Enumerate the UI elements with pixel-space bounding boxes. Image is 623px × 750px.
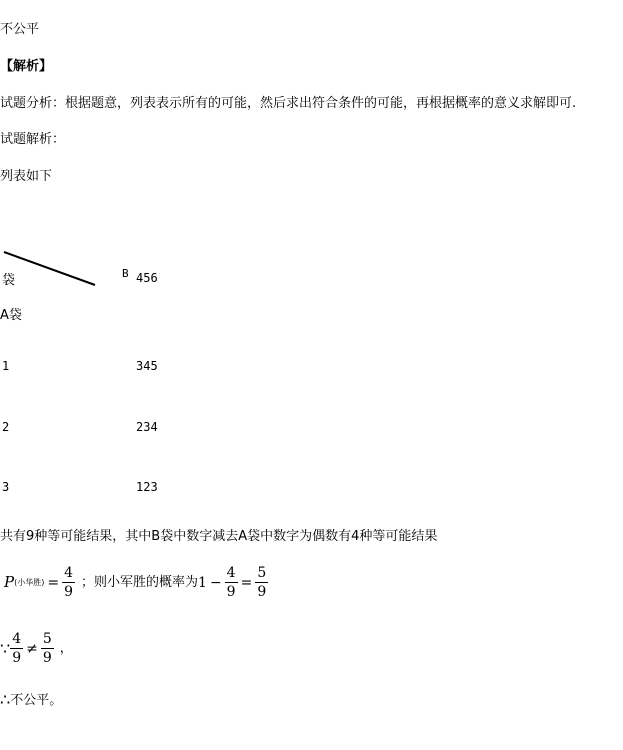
table-row-values: 345 <box>136 359 158 373</box>
fraction-numerator: 4 <box>64 565 73 581</box>
because-tail-comma: ， <box>59 641 73 656</box>
solution-label: 试题解析： <box>0 132 66 147</box>
fraction-denominator: 9 <box>226 584 236 600</box>
p-symbol: P <box>4 573 15 591</box>
fraction-numerator: 4 <box>226 565 236 581</box>
table-corner-b-label: B <box>122 267 129 280</box>
result-line: 共有9种等可能结果，其中B袋中数字减去A袋中数字为偶数有4种等可能结果 <box>0 529 438 544</box>
minus-sign: − <box>209 574 222 591</box>
table-intro: 列表如下 <box>0 169 53 184</box>
fraction-denominator: 9 <box>64 584 73 600</box>
fraction-four-ninths <box>225 566 238 599</box>
table-row-a-value: 1 <box>2 359 10 373</box>
fraction-numerator: 5 <box>42 631 52 647</box>
one-value: 1 <box>198 574 207 591</box>
table-row-values: 123 <box>136 480 158 494</box>
fraction-five-ninths <box>41 632 54 665</box>
therefore-symbol: ∴ <box>0 690 11 709</box>
p-subscript: (小华胜) <box>14 577 45 587</box>
answer-text: 不公平 <box>0 22 40 37</box>
fraction-denominator: 9 <box>42 650 52 666</box>
fraction-four-ninths <box>10 632 23 665</box>
table-row-header: A袋 <box>0 308 22 323</box>
analysis-paragraph: 试题分析：根据题意，列表表示所有的可能，然后求出符合条件的可能，再根据概率的意义求解即可. <box>0 96 577 111</box>
because-formula <box>0 632 73 665</box>
table-row-values: 234 <box>136 420 158 434</box>
fraction-numerator: 5 <box>257 565 267 581</box>
fraction-denominator: 9 <box>12 650 22 666</box>
conclusion-text: 不公平。 <box>10 692 63 708</box>
probability-formula <box>4 566 268 599</box>
probability-mid-text: ；则小军胜的概率为 <box>81 575 199 590</box>
equals-sign: = <box>47 574 60 591</box>
table-corner-bag-label: 袋 <box>2 273 16 288</box>
table-row-a-value: 2 <box>2 420 10 434</box>
conclusion-line <box>0 692 62 708</box>
fraction-denominator: 9 <box>257 584 267 600</box>
equals-sign: = <box>240 574 253 591</box>
fraction-five-ninths <box>255 566 268 599</box>
not-equal-sign: ≠ <box>26 640 38 657</box>
table-row-a-value: 3 <box>2 480 10 494</box>
fraction-four-ninths <box>62 566 75 599</box>
fraction-numerator: 4 <box>12 631 22 647</box>
section-header: 【解析】 <box>0 59 53 74</box>
because-symbol: ∵ <box>0 638 11 658</box>
table-column-header: 456 <box>136 271 158 285</box>
